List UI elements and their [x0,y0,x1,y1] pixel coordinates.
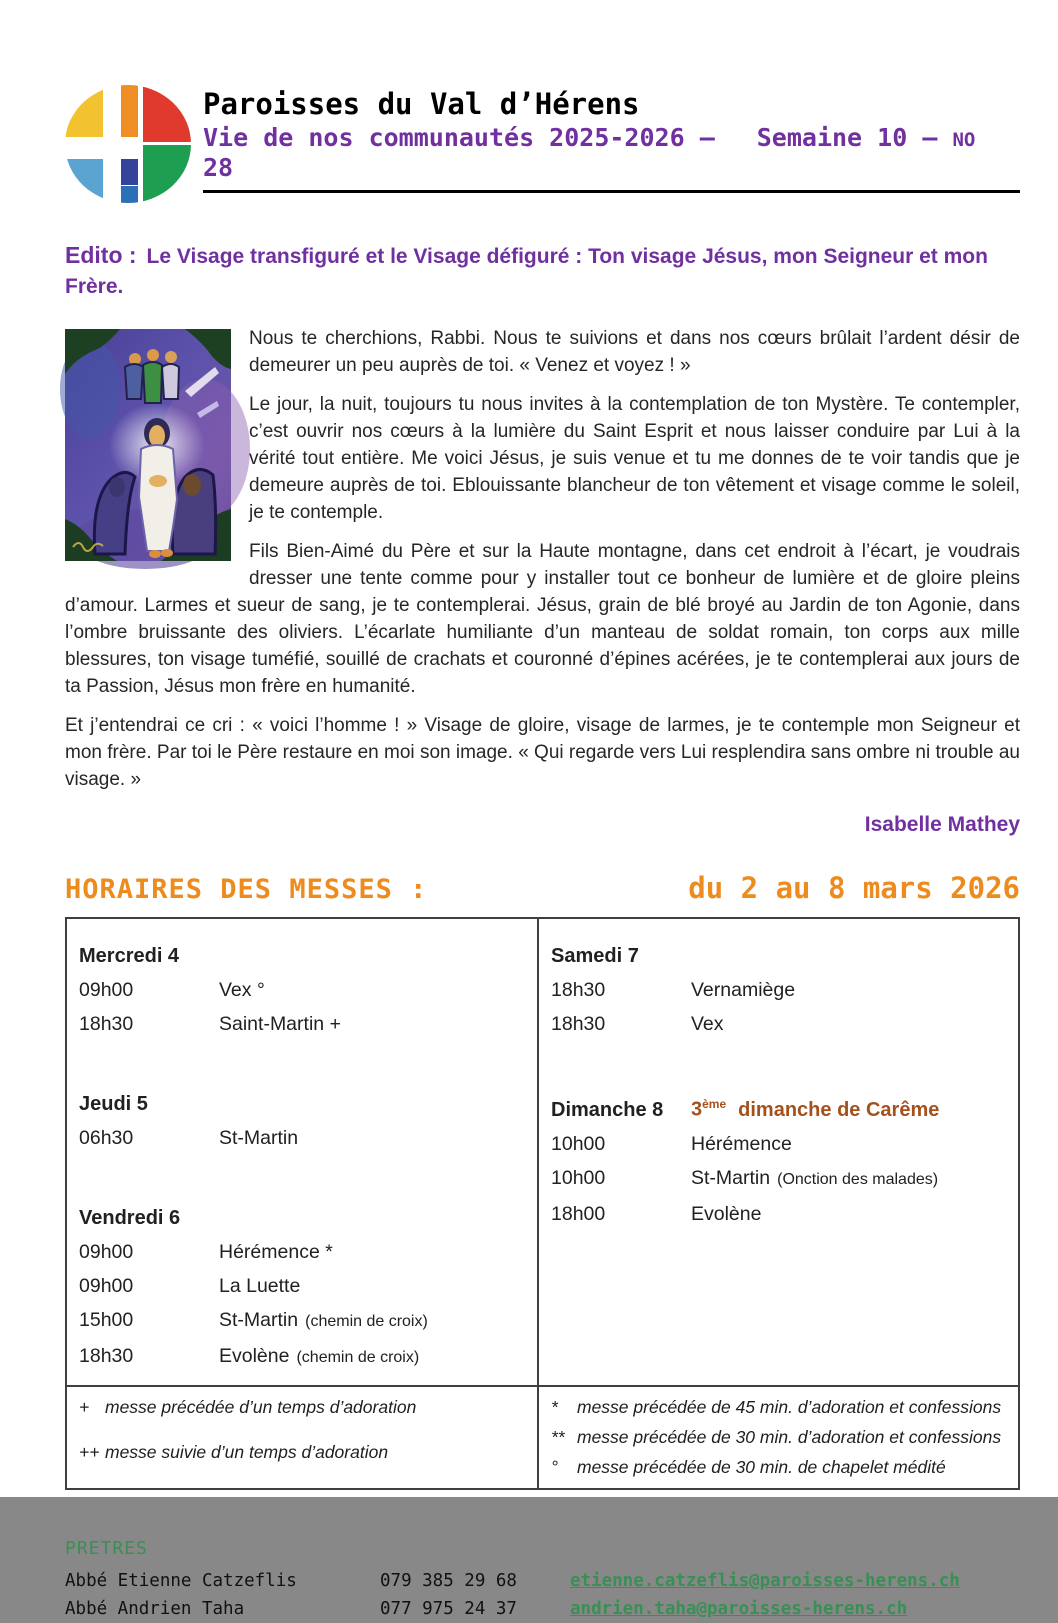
priest-email-link[interactable]: andrien.taha@paroisses-herens.ch [570,1598,908,1619]
page-title: Paroisses du Val d’Hérens [203,86,640,121]
day-block-samedi [551,939,1004,1041]
legend-line [551,1397,1004,1418]
edito-body [65,325,1020,793]
mass-time: 06h30 [79,1126,134,1149]
mass-place: Vex [691,1012,724,1035]
mass-note: (chemin de croix) [305,1312,428,1330]
mass-row [79,1235,523,1269]
day-block-mercredi [79,939,523,1041]
mass-row [79,1339,523,1375]
legend-symbol: ** [551,1426,565,1447]
legend-line [79,1397,523,1418]
priest-name: Abbé Etienne Catzeflis [65,1570,297,1591]
subtitle-series: Vie de nos communautés 2025-2026 – [203,123,715,152]
edito-title-text: Le Visage transfiguré et le Visage défiguré : Ton visage Jésus, mon Seigneur et mon Frère. [65,245,988,299]
mass-note: (chemin de croix) [296,1348,420,1366]
mass-place: Vernamiège [691,978,796,1001]
special-number: 3 [691,1098,703,1121]
schedule-section [65,871,1020,1490]
priest-phone: 079 385 29 68 [380,1570,517,1591]
mass-time: 09h00 [79,978,134,1001]
day-block-jeudi [79,1087,523,1155]
day-name: Vendredi 6 [79,1206,181,1229]
day-name: Dimanche 8 [551,1098,664,1121]
priest-name: Abbé Andrien Taha [65,1598,245,1619]
edito-paragraph-1: Nous te cherchions, Rabbi. Nous te suivions et dans nos cœurs brûlait l’ardent désir de demeurer un peu auprès de toi. « Venez et voyez ! » [249,327,1020,376]
schedule-table [65,917,1020,1490]
mass-row [79,1269,523,1303]
mass-row [551,1161,1004,1197]
day-block-dimanche [551,1087,1004,1231]
mass-place: La Luette [219,1274,301,1297]
special-label: dimanche de Carême [738,1098,940,1121]
schedule-notes-left [67,1385,537,1488]
priest-email-link[interactable]: etienne.catzeflis@paroisses-herens.ch [570,1570,960,1591]
day-name: Jeudi 5 [79,1092,148,1115]
edito-signature: Isabelle Mathey [864,812,1020,836]
legend-line [551,1427,1004,1448]
edito-painting [65,329,231,561]
masthead-text [203,88,1020,193]
legend-text: messe précédée de 45 min. d’adoration et confessions [577,1396,1002,1417]
priests-section [65,1538,1020,1623]
legend-symbol: * [551,1396,558,1417]
mass-time: 18h30 [79,1012,134,1035]
legend-text: messe suivie d’un temps d’adoration [105,1441,389,1462]
mass-row [551,1197,1004,1231]
priests-heading: PRETRES [65,1537,148,1559]
mass-row [79,1007,523,1041]
schedule-cell-weekend [537,919,1018,1385]
legend-text: messe précédée de 30 min. d’adoration et confessions [577,1426,1002,1447]
mass-row [551,973,1004,1007]
mass-row [551,1007,1004,1041]
mass-note: (Onction des malades) [777,1170,939,1188]
mass-place: Vex ° [219,978,265,1001]
edito-heading [65,239,1020,303]
mass-row [79,1303,523,1339]
edito-label: Edito : [65,242,137,268]
priest-row [65,1595,1020,1623]
mass-time: 18h30 [551,978,606,1001]
liturgical-day-label [691,1087,939,1127]
mass-place: Hérémence [691,1132,792,1155]
edito-paragraph-3: Fils Bien-Aimé du Père et sur la Haute montagne, dans cet endroit à l’écart, je voudrais dresser une tente comme pour y installer tout ce bonheur de lumière et de gloire pleins d’amour. Larmes et sueur de sang, je te contemplerai. Jésus, grain de blé broyé au Jardin de ton Agonie, dans l’ombre bruissante des oliviers. L’écarlate humiliante d’un manteau de soldat romain, ton corps aux mille blessures, ton visage tuméfié, souillé de crachats et couronné d’épines acérées, je te contemplerai aux jours de ta Passion, Jésus mon frère en humanité. [65,540,1020,697]
mass-time: 09h00 [79,1240,134,1263]
mass-time: 10h00 [551,1166,606,1189]
schedule-date-range: du 2 au 8 mars 2026 [688,870,1020,905]
mass-place: St-Martin [691,1166,771,1189]
subtitle-no-label: NO [952,129,976,151]
legend-text: messe précédée d’un temps d’adoration [105,1396,417,1417]
edito-paragraph-2: Le jour, la nuit, toujours tu nous invites à la contemplation de ton Mystère. Te contempler, c’est ouvrir nos cœurs à la lumière du Saint Esprit et nous laisser conduire par Lui à la vérité tout entière. Me voici Jésus, je suis venue et tu me donnes de te voir tandis que je demeure auprès de toi. Eblouissante blancheur de ton vêtement et visage comme le soleil, je te contemple. [249,393,1020,523]
mass-time: 18h00 [551,1202,606,1225]
schedule-notes-right [537,1385,1018,1488]
day-header-row [551,1087,1004,1127]
schedule-header [65,871,1020,905]
special-suffix: ème [702,1096,727,1111]
priest-row [65,1567,1020,1595]
legend-line [79,1442,523,1463]
edito-paragraph-4: Et j’entendrai ce cri : « voici l’homme ! » Visage de gloire, visage de larmes, je te contemple mon Seigneur et mon frère. Par toi le Père restaure en moi son image. « Qui regarde vers Lui resplendira sans ombre ni trouble au visage. » [65,714,1020,790]
mass-place: St-Martin [219,1126,299,1149]
legend-line [551,1457,1004,1478]
legend-symbol: ++ [79,1441,100,1462]
mass-place: Evolène [219,1344,290,1367]
mass-time: 09h00 [79,1274,134,1297]
edito-section [65,239,1020,837]
mass-row [551,1127,1004,1161]
mass-row [79,973,523,1007]
masthead [65,85,1020,193]
mass-row [79,1121,523,1155]
subtitle-week: Semaine 10 – [756,123,938,152]
page-subtitle [203,123,1020,183]
mass-time: 10h00 [551,1132,606,1155]
legend-text: messe précédée de 30 min. de chapelet médité [577,1456,946,1477]
legend-symbol: ° [551,1456,558,1477]
mass-place: St-Martin [219,1308,299,1331]
legend-symbol: + [79,1396,90,1417]
mass-time: 18h30 [79,1344,134,1367]
mass-time: 18h30 [551,1012,606,1035]
schedule-heading: HORAIRES DES MESSES : [65,873,428,905]
mass-place: Saint-Martin + [219,1012,341,1035]
priest-phone: 077 975 24 37 [380,1598,517,1619]
parish-logo-icon [65,85,191,203]
day-block-vendredi [79,1201,523,1375]
mass-place: Hérémence * [219,1240,333,1263]
mass-place: Evolène [691,1202,762,1225]
schedule-cell-weekdays [67,919,537,1385]
mass-time: 15h00 [79,1308,134,1331]
day-name: Samedi 7 [551,944,639,967]
day-name: Mercredi 4 [79,944,180,967]
subtitle-number: 28 [203,153,234,182]
